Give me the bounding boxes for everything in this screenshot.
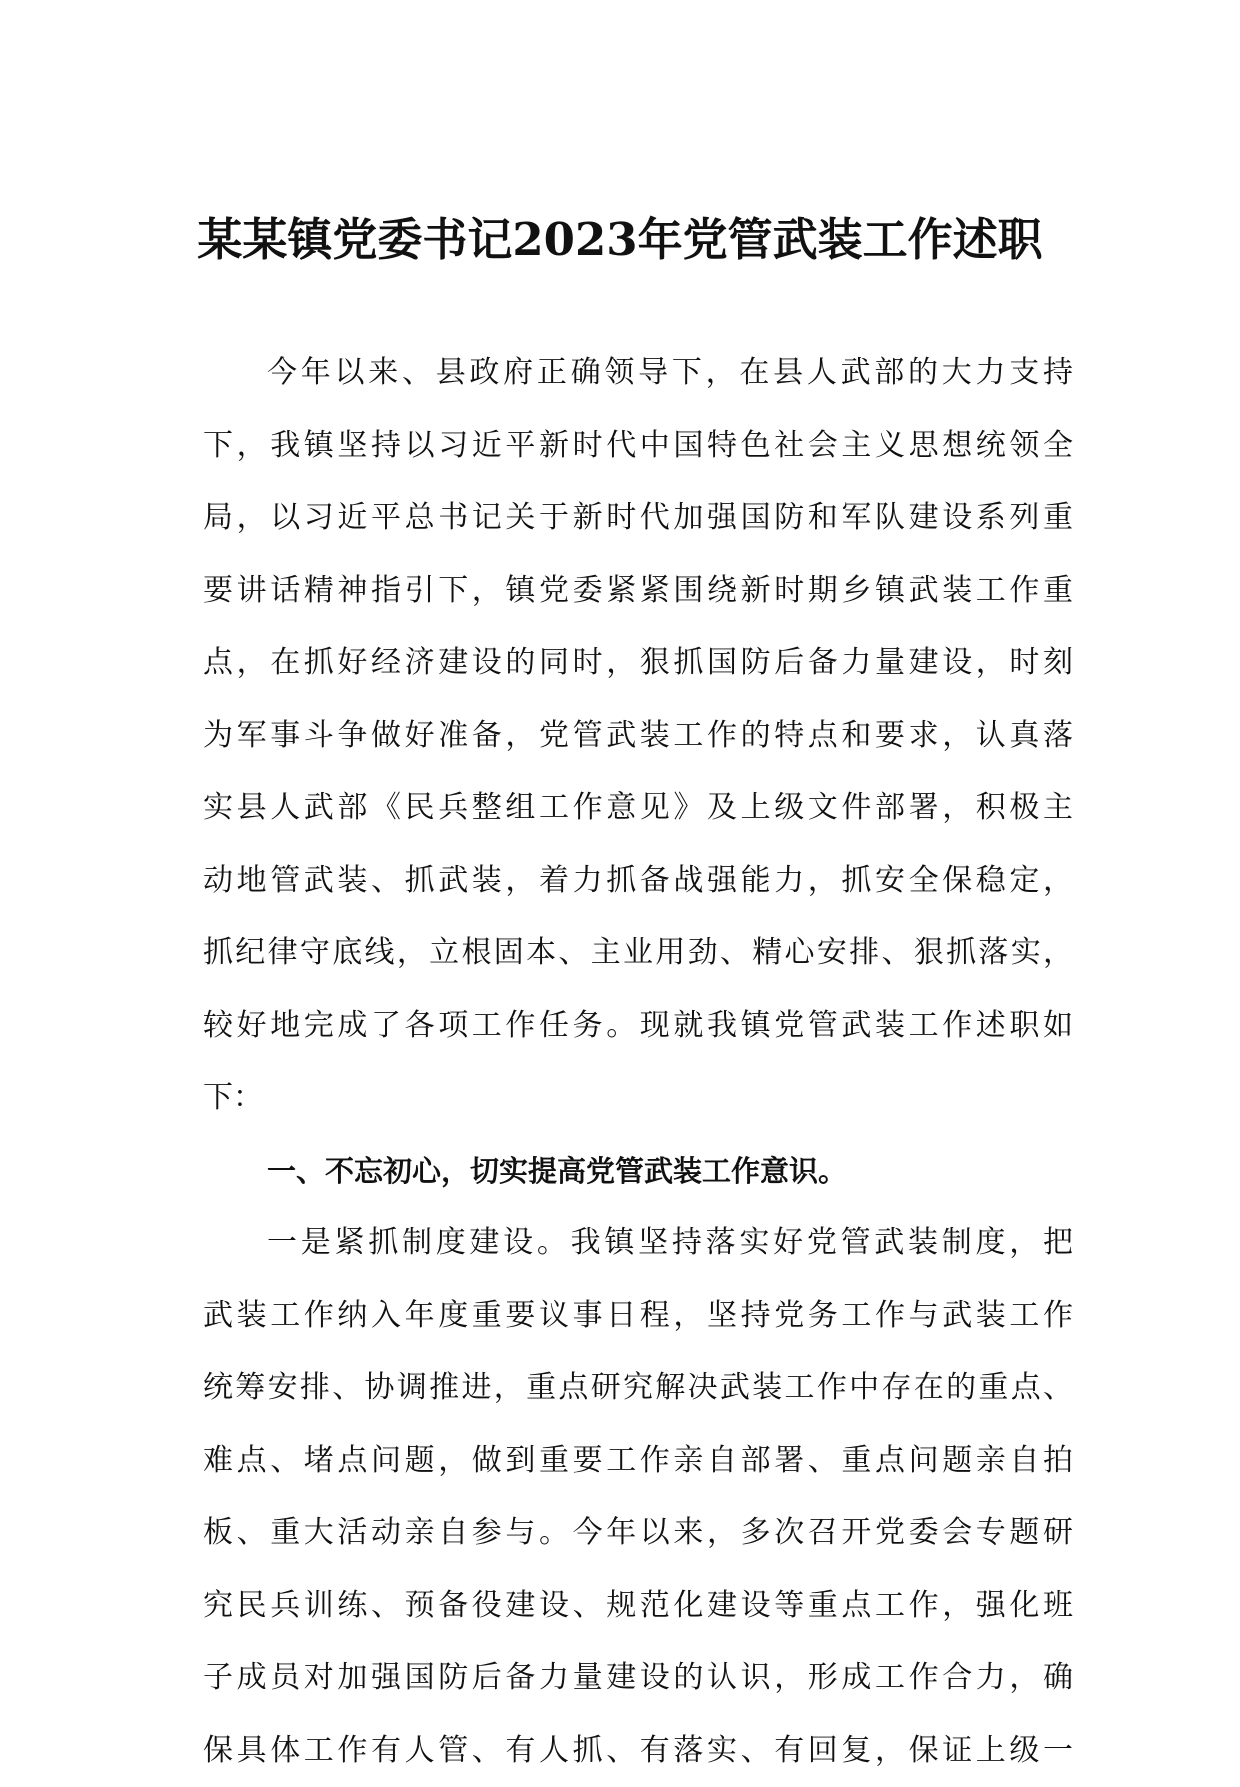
text-line: 抓纪律守底线，立根固本、主业用劲、精心安排、狠抓落实， xyxy=(203,917,1073,990)
text-line: 统筹安排、协调推进，重点研究解决武装工作中存在的重点、 xyxy=(203,1352,1073,1425)
text-line: 局，以习近平总书记关于新时代加强国防和军队建设系列重 xyxy=(203,482,1073,555)
text-line: 一是紧抓制度建设。我镇坚持落实好党管武装制度，把 xyxy=(203,1207,1073,1280)
text-line: 今年以来、县政府正确领导下，在县人武部的大力支持 xyxy=(203,337,1073,410)
section-heading: 一、不忘初心，切实提高党管武装工作意识。 xyxy=(203,1135,1073,1208)
text-line: 下： xyxy=(203,1062,1073,1135)
text-line: 保具体工作有人管、有人抓、有落实、有回复，保证上级一 xyxy=(203,1715,1073,1787)
text-line: 动地管武装、抓武装，着力抓备战强能力，抓安全保稳定， xyxy=(203,845,1073,918)
text-line: 难点、堵点问题，做到重要工作亲自部署、重点问题亲自拍 xyxy=(203,1425,1073,1498)
document-title: 某某镇党委书记2023年党管武装工作述职 xyxy=(0,210,1240,270)
text-line: 为军事斗争做好准备，党管武装工作的特点和要求，认真落 xyxy=(203,700,1073,773)
document-body xyxy=(203,337,1073,1787)
text-line: 究民兵训练、预备役建设、规范化建设等重点工作，强化班 xyxy=(203,1570,1073,1643)
text-line: 实县人武部《民兵整组工作意见》及上级文件部署，积极主 xyxy=(203,772,1073,845)
paragraph-1 xyxy=(203,1207,1073,1787)
paragraph-intro xyxy=(203,337,1073,1135)
text-line: 点，在抓好经济建设的同时，狠抓国防后备力量建设，时刻 xyxy=(203,627,1073,700)
text-line: 板、重大活动亲自参与。今年以来，多次召开党委会专题研 xyxy=(203,1497,1073,1570)
text-line: 要讲话精神指引下，镇党委紧紧围绕新时期乡镇武装工作重 xyxy=(203,555,1073,628)
text-line: 下，我镇坚持以习近平新时代中国特色社会主义思想统领全 xyxy=(203,410,1073,483)
text-line: 子成员对加强国防后备力量建设的认识，形成工作合力，确 xyxy=(203,1642,1073,1715)
text-line: 武装工作纳入年度重要议事日程，坚持党务工作与武装工作 xyxy=(203,1280,1073,1353)
text-line: 较好地完成了各项工作任务。现就我镇党管武装工作述职如 xyxy=(203,990,1073,1063)
